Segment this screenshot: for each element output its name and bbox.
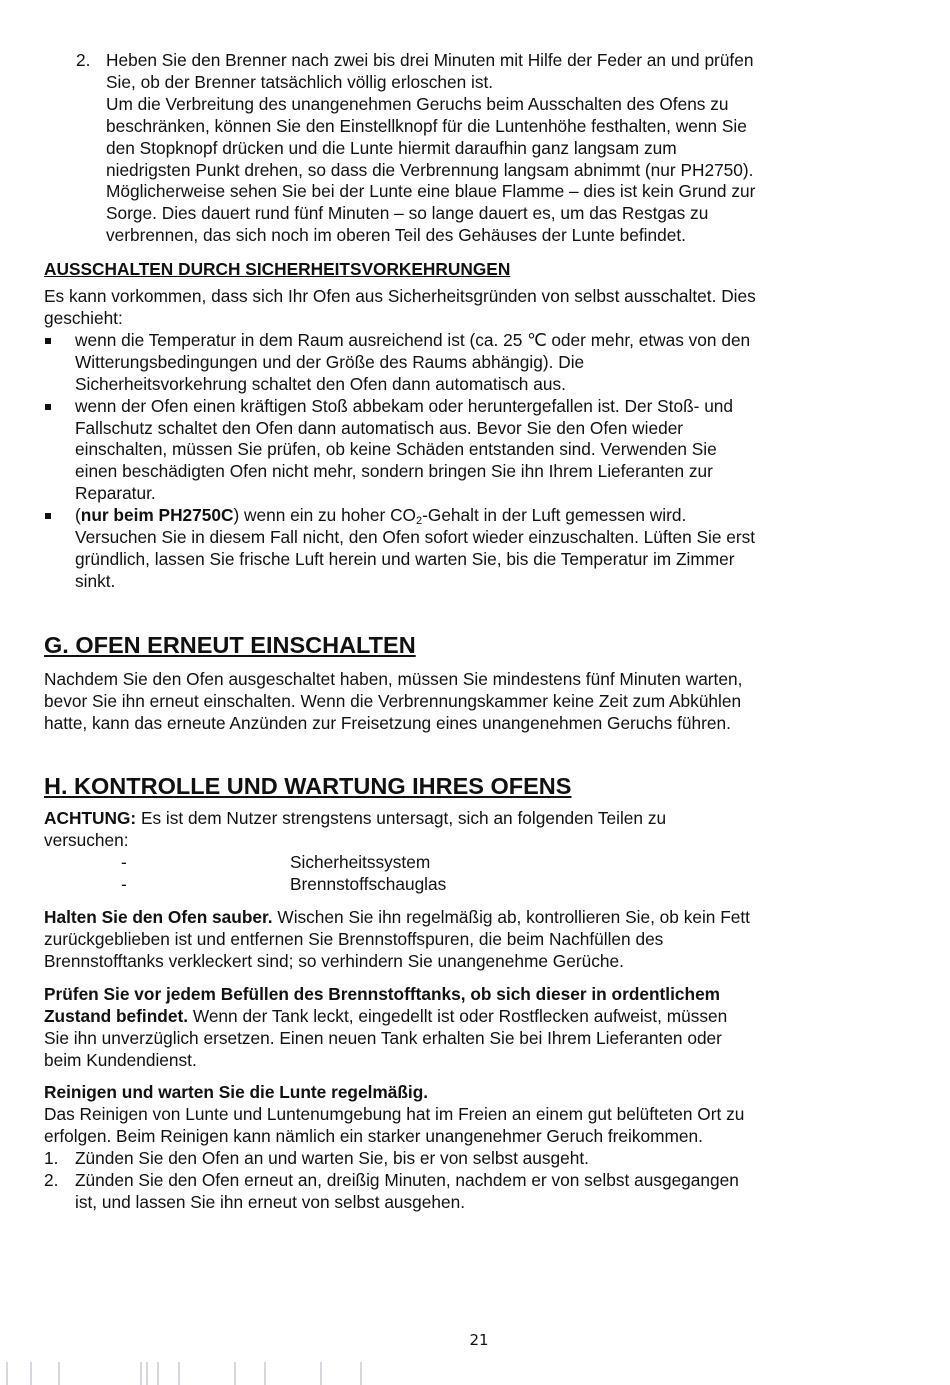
bold-lead: Prüfen Sie vor jedem Befüllen des Brennstofftanks, ob sich dieser in ordentlichem xyxy=(44,983,721,1004)
warning-label: ACHTUNG: xyxy=(44,808,137,829)
text-line: Zünden Sie den Ofen an und warten Sie, bis er von selbst ausgeht. xyxy=(75,1148,589,1169)
text-line: Zünden Sie den Ofen erneut an, dreißig Minuten, nachdem er von selbst ausgegangen xyxy=(75,1170,739,1191)
dash-marker: - xyxy=(121,852,127,873)
list-number: 2. xyxy=(44,1170,59,1191)
text-line xyxy=(44,1082,914,1104)
dash-marker: - xyxy=(121,874,127,895)
bullet-square-icon xyxy=(45,513,51,519)
safety-shutdown-heading: AUSSCHALTEN DURCH SICHERHEITSVORKEHRUNGEN xyxy=(44,259,511,280)
text-line xyxy=(44,808,914,830)
bullet-item-temperature xyxy=(44,330,914,396)
list-item-text: Brennstoffschauglas xyxy=(290,874,447,895)
text-line xyxy=(44,907,914,929)
safety-bullet-list xyxy=(44,330,914,593)
list-number: 2. xyxy=(76,50,91,70)
text-line: wenn der Ofen einen kräftigen Stoß abbekam oder heruntergefallen ist. Der Stoß- und xyxy=(75,395,734,416)
text-line: niedrigsten Punkt drehen, so dass die Verbrennung langsam abnimmt (nur PH2750). xyxy=(106,159,754,180)
text-line: Sie, ob der Brenner tatsächlich völlig erloschen ist. xyxy=(106,71,494,92)
section-g-heading: G. OFEN ERNEUT EINSCHALTEN xyxy=(44,631,416,658)
text-line: wenn die Temperatur in dem Raum ausreichend ist (ca. 25 ℃ oder mehr, etwas von den xyxy=(75,329,751,350)
warning-text: Es ist dem Nutzer strengstens untersagt, sich an folgenden Teilen zu xyxy=(136,808,667,829)
text-line: sinkt. xyxy=(75,570,116,591)
bullet-item-impact xyxy=(44,396,914,506)
text-line xyxy=(44,984,914,1006)
open-paren: ( xyxy=(75,505,81,526)
bold-lead: Reinigen und warten Sie die Lunte regelmäßig. xyxy=(44,1082,429,1103)
co2-text-rest: -Gehalt in der Luft gemessen wird. xyxy=(422,505,687,526)
text-line: Witterungsbedingungen und der Größe des Raums abhängig). Die xyxy=(75,351,585,372)
text-line: erfolgen. Beim Reinigen kann nämlich ein starker unangenehmer Geruch freikommen. xyxy=(44,1126,703,1147)
text-line: Reparatur. xyxy=(75,483,156,504)
clean-paragraph xyxy=(44,907,914,973)
document-page xyxy=(44,50,914,1349)
text-line: Sie ihn unverzüglich ersetzen. Einen neuen Tank erhalten Sie bei Ihrem Lieferanten oder xyxy=(44,1027,722,1048)
co2-text: ) wenn ein zu hoher CO xyxy=(233,505,416,526)
section-h-heading: H. KONTROLLE UND WARTUNG IHRES OFENS xyxy=(44,773,572,800)
text-line: geschieht: xyxy=(44,307,123,328)
text-run: Wischen Sie ihn regelmäßig ab, kontrollieren Sie, ob kein Fett xyxy=(272,907,750,928)
text-line: verbrennen, das sich noch im oberen Teil des Gehäuses der Lunte befindet. xyxy=(106,225,686,246)
text-line: Um die Verbreitung des unangenehmen Geruchs beim Ausschalten des Ofens zu xyxy=(106,93,729,114)
text-line: Brennstofftanks verkleckert sind; so verhindern Sie unangenehme Gerüche. xyxy=(44,950,624,971)
text-line: Sicherheitsvorkehrung schaltet den Ofen dann automatisch aus. xyxy=(75,373,566,394)
list-item xyxy=(44,1148,914,1170)
bold-lead: Halten Sie den Ofen sauber. xyxy=(44,907,273,928)
text-line: den Stopknopf drücken und die Lunte hiermit daraufhin ganz langsam zum xyxy=(106,137,677,158)
list-item-text: Sicherheitssystem xyxy=(290,852,431,873)
text-line: beim Kundendienst. xyxy=(44,1049,197,1070)
text-line: Das Reinigen von Lunte und Luntenumgebung hat im Freien an einem gut belüfteten Ort zu xyxy=(44,1104,745,1125)
text-line: versuchen: xyxy=(44,830,129,851)
bullet-square-icon xyxy=(45,404,51,410)
text-line: Es kann vorkommen, dass sich Ihr Ofen aus Sicherheitsgründen von selbst ausschaltet. Dies xyxy=(44,286,756,307)
text-line: Fallschutz schaltet den Ofen dann automatisch aus. Bevor Sie den Ofen wieder xyxy=(75,417,684,438)
text-run: Wenn der Tank leckt, eingedellt ist oder Rostflecken aufweist, müssen xyxy=(188,1005,728,1026)
text-line: zurückgeblieben ist und entfernen Sie Brennstoffspuren, die beim Nachfüllen des xyxy=(44,928,664,949)
text-line: einen beschädigten Ofen nicht mehr, sondern bringen Sie ihn Ihrem Lieferanten zur xyxy=(75,461,713,482)
forbidden-parts-list xyxy=(44,852,914,896)
bold-lead: Zustand befindet. xyxy=(44,1005,189,1026)
text-line: Möglicherweise sehen Sie bei der Lunte eine blaue Flamme – dies ist kein Grund zur xyxy=(106,181,756,202)
model-note: nur beim PH2750C xyxy=(80,505,234,526)
wick-steps-list xyxy=(44,1148,914,1214)
intro-numbered-list xyxy=(44,50,914,94)
text-line: einschalten, müssen Sie prüfen, ob keine Schäden entstanden sind. Verwenden Sie xyxy=(75,439,717,460)
text-line: bevor Sie ihn erneut einschalten. Wenn die Verbrennungskammer keine Zeit zum Abkühlen xyxy=(44,690,742,711)
text-line: beschränken, können Sie den Einstellknopf für die Luntenhöhe festhalten, wenn Sie xyxy=(106,115,747,136)
page-number: 21 xyxy=(469,1331,489,1349)
list-item xyxy=(44,852,914,874)
text-line: Heben Sie den Brenner nach zwei bis drei Minuten mit Hilfe der Feder an und prüfen xyxy=(106,50,754,70)
list-item xyxy=(44,874,914,896)
bullet-square-icon xyxy=(45,338,51,344)
text-line: Sorge. Dies dauert rund fünf Minuten – so lange dauert es, um das Restgas zu xyxy=(106,203,709,224)
text-line: hatte, kann das erneute Anzünden zur Freisetzung eines unangenehmen Geruchs führen. xyxy=(44,712,731,733)
wick-paragraph xyxy=(44,1082,914,1213)
intro-continuation xyxy=(44,94,914,247)
text-line xyxy=(44,1006,914,1028)
list-item xyxy=(44,1170,914,1214)
text-line: Versuchen Sie in diesem Fall nicht, den Ofen sofort wieder einzuschalten. Lüften Sie erst xyxy=(75,527,756,548)
scan-artifact-marks xyxy=(0,1358,950,1385)
tank-paragraph xyxy=(44,984,914,1072)
list-item xyxy=(44,50,914,94)
text-line xyxy=(75,505,914,527)
text-line: gründlich, lassen Sie frische Luft herein und warten Sie, bis die Temperatur im Zimmer xyxy=(75,548,735,569)
text-line: ist, und lassen Sie ihn erneut von selbst ausgehen. xyxy=(75,1191,466,1212)
bullet-item-co2 xyxy=(44,505,914,593)
list-number: 1. xyxy=(44,1148,59,1169)
text-line: Nachdem Sie den Ofen ausgeschaltet haben, müssen Sie mindestens fünf Minuten warten, xyxy=(44,668,743,689)
subscript-2: 2 xyxy=(416,515,423,528)
